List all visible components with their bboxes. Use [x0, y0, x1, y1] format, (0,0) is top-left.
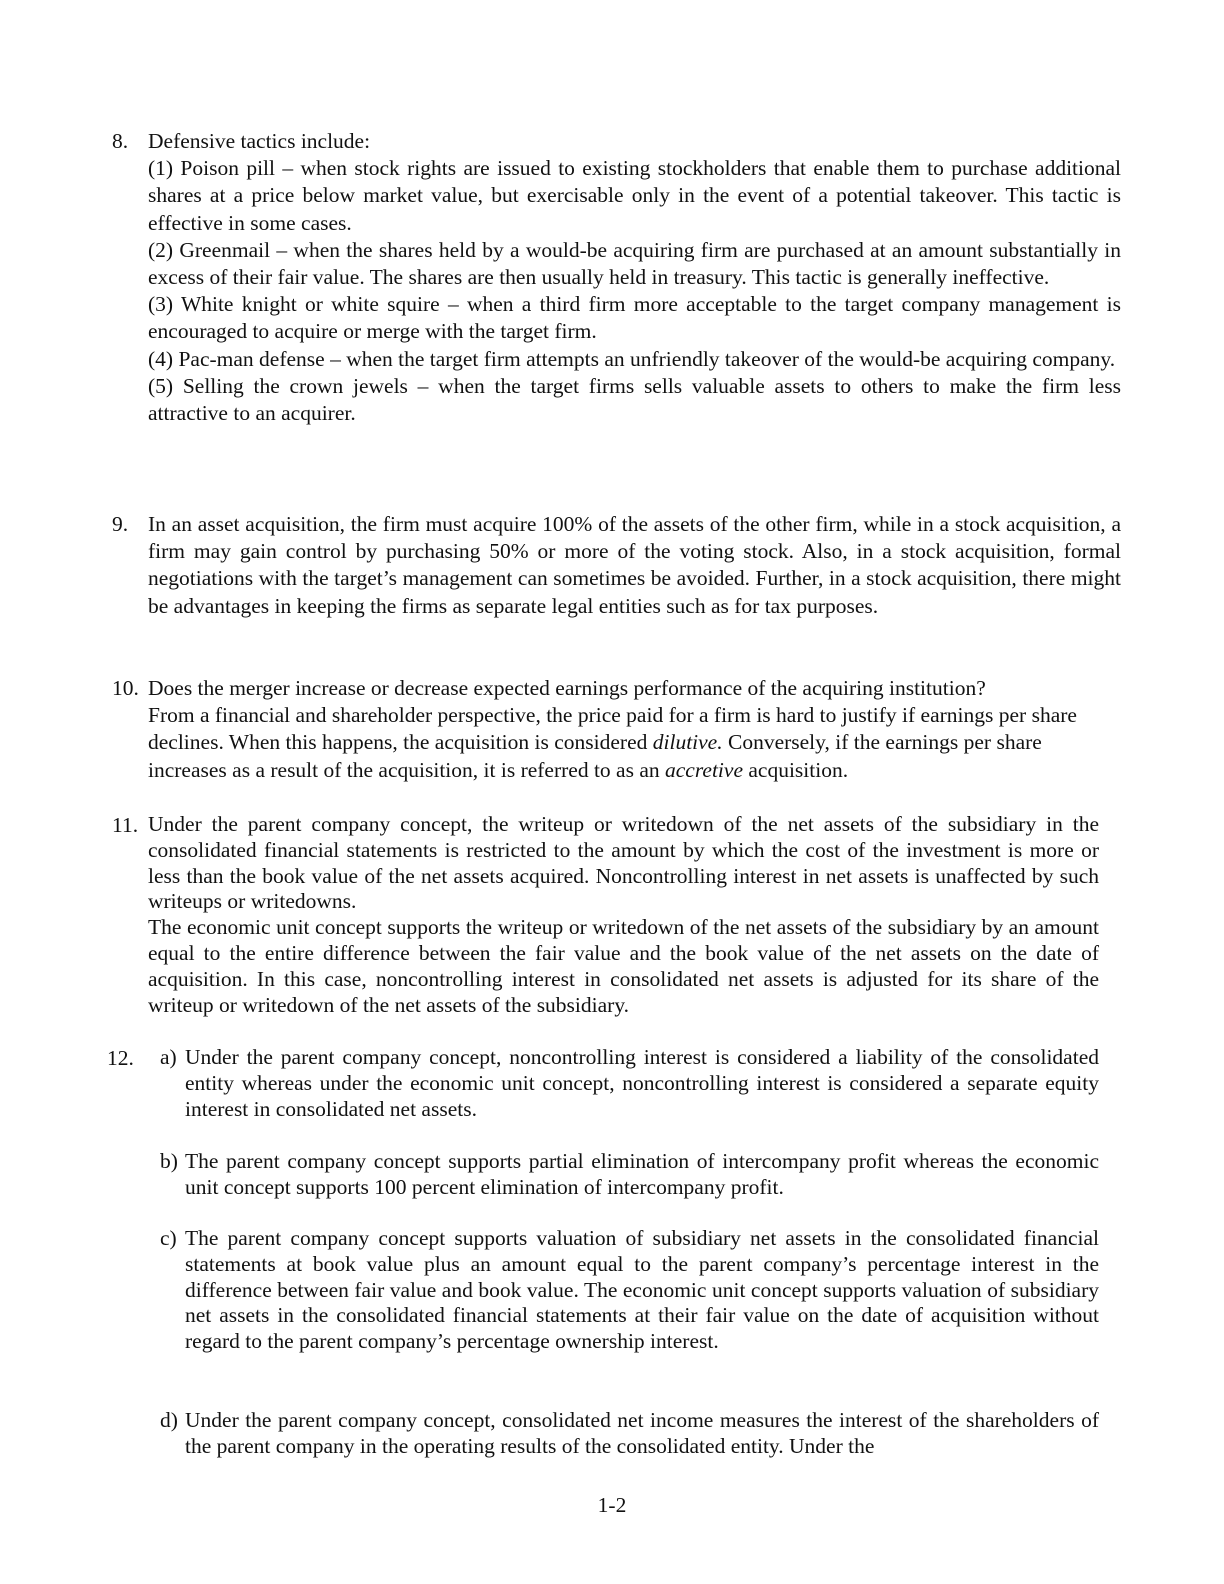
- sub-item-letter: d): [160, 1408, 178, 1432]
- sub-item-text: The parent company concept supports partial elimination of intercompany profit whereas the economic unit concept supports 100 percent elimination of intercompany profit.: [185, 1149, 1099, 1199]
- item-number: 10.: [112, 676, 139, 700]
- emphasis-dilutive: dilutive.: [652, 730, 723, 755]
- item-question: Does the merger increase or decrease expected earnings performance of the acquiring institution?: [148, 676, 986, 700]
- sub-item-text: Under the parent company concept, consolidated net income measures the interest of the shareholders of the parent company in the operating results of the consolidated entity. Under the: [185, 1408, 1099, 1458]
- item-number: 8.: [112, 129, 129, 153]
- item-body: [148, 812, 1099, 1018]
- item-body: [148, 128, 1121, 427]
- sub-item-letter: b): [160, 1149, 178, 1173]
- sub-item-letter: c): [160, 1226, 177, 1250]
- item-paragraph: [148, 702, 1121, 784]
- item-number: 11.: [112, 813, 139, 837]
- sub-item-d: [160, 1408, 1099, 1460]
- tactic-white-knight: (3) White knight or white squire – when a third firm more acceptable to the target company management is encouraged to acquire or merge with the target firm.: [148, 292, 1121, 344]
- item-title: Defensive tactics include:: [148, 129, 371, 153]
- sub-item-text: The parent company concept supports valuation of subsidiary net assets in the consolidated financial statements at book value plus an amount equal to the parent company’s percentage interest in the difference between fair value and book value. The economic unit concept supports valuation of subsidiary net assets in the consolidated financial statements at their fair value on the date of acquisition without regard to the parent company’s percentage ownership interest.: [185, 1226, 1099, 1354]
- sub-item-letter: a): [160, 1045, 177, 1069]
- sub-item-a: [160, 1045, 1099, 1122]
- emphasis-accretive: accretive: [665, 757, 743, 782]
- page-number: 1-2: [597, 1493, 627, 1517]
- item-body: [148, 675, 1121, 784]
- tactic-greenmail: (2) Greenmail – when the shares held by a would-be acquiring firm are purchased at an amount substantially in excess of their fair value. The shares are then usually held in treasury. This tactic is generally ineffective.: [148, 237, 1121, 290]
- tactic-poison-pill: (1) Poison pill – when stock rights are issued to existing stockholders that enable them to purchase additional shares at a price below market value, but exercisable only in the event of a potential takeover. This tactic is effective in some cases.: [148, 156, 1121, 235]
- tactic-crown-jewels: (5) Selling the crown jewels – when the target firms sells valuable assets to others to make the firm less attractive to an acquirer.: [148, 373, 1121, 426]
- item-number: 12.: [107, 1046, 134, 1070]
- sub-item-text: Under the parent company concept, noncontrolling interest is considered a liability of the consolidated entity whereas under the economic unit concept, noncontrolling interest is considered a separate equity interest in consolidated net assets.: [185, 1045, 1099, 1121]
- tactic-pac-man: (4) Pac-man defense – when the target firm attempts an unfriendly takeover of the would-be acquiring company.: [148, 346, 1116, 371]
- economic-unit-paragraph: The economic unit concept supports the writeup or writedown of the net assets of the subsidiary by an amount equal to the entire difference between the fair value and the book value of the net assets on the date of acquisition. In this case, noncontrolling interest in consolidated net assets is adjusted for its share of the writeup or writedown of the net assets of the subsidiary.: [148, 915, 1099, 1017]
- sub-item-b: [160, 1149, 1099, 1201]
- text-segment: Conversely, if the earnings per share increases as a result of the acquisition, it is referred to as an: [148, 730, 1042, 782]
- item-number: 9.: [112, 512, 129, 536]
- text-segment: From a financial and shareholder perspective, the price paid for a firm is hard to justify if earnings per share declines. When this happens, the acquisition is considered: [148, 703, 1077, 755]
- parent-concept-paragraph: Under the parent company concept, the writeup or writedown of the net assets of the subsidiary in the consolidated financial statements is restricted to the amount by which the cost of the investment is more or less than the book value of the net assets acquired. Noncontrolling interest in net assets is unaffected by such writeups or writedowns.: [148, 812, 1099, 914]
- text-segment: acquisition.: [743, 757, 849, 782]
- item-body: [148, 511, 1121, 620]
- sub-item-c: [160, 1226, 1099, 1355]
- item-paragraph: In an asset acquisition, the firm must acquire 100% of the assets of the other firm, while in a stock acquisition, a firm may gain control by purchasing 50% or more of the voting stock. Also, in a stock acquisition, formal negotiations with the target’s management can sometimes be avoided. Further, in a stock acquisition, there might be advantages in keeping the firms as separate legal entities such as for tax purposes.: [148, 512, 1121, 618]
